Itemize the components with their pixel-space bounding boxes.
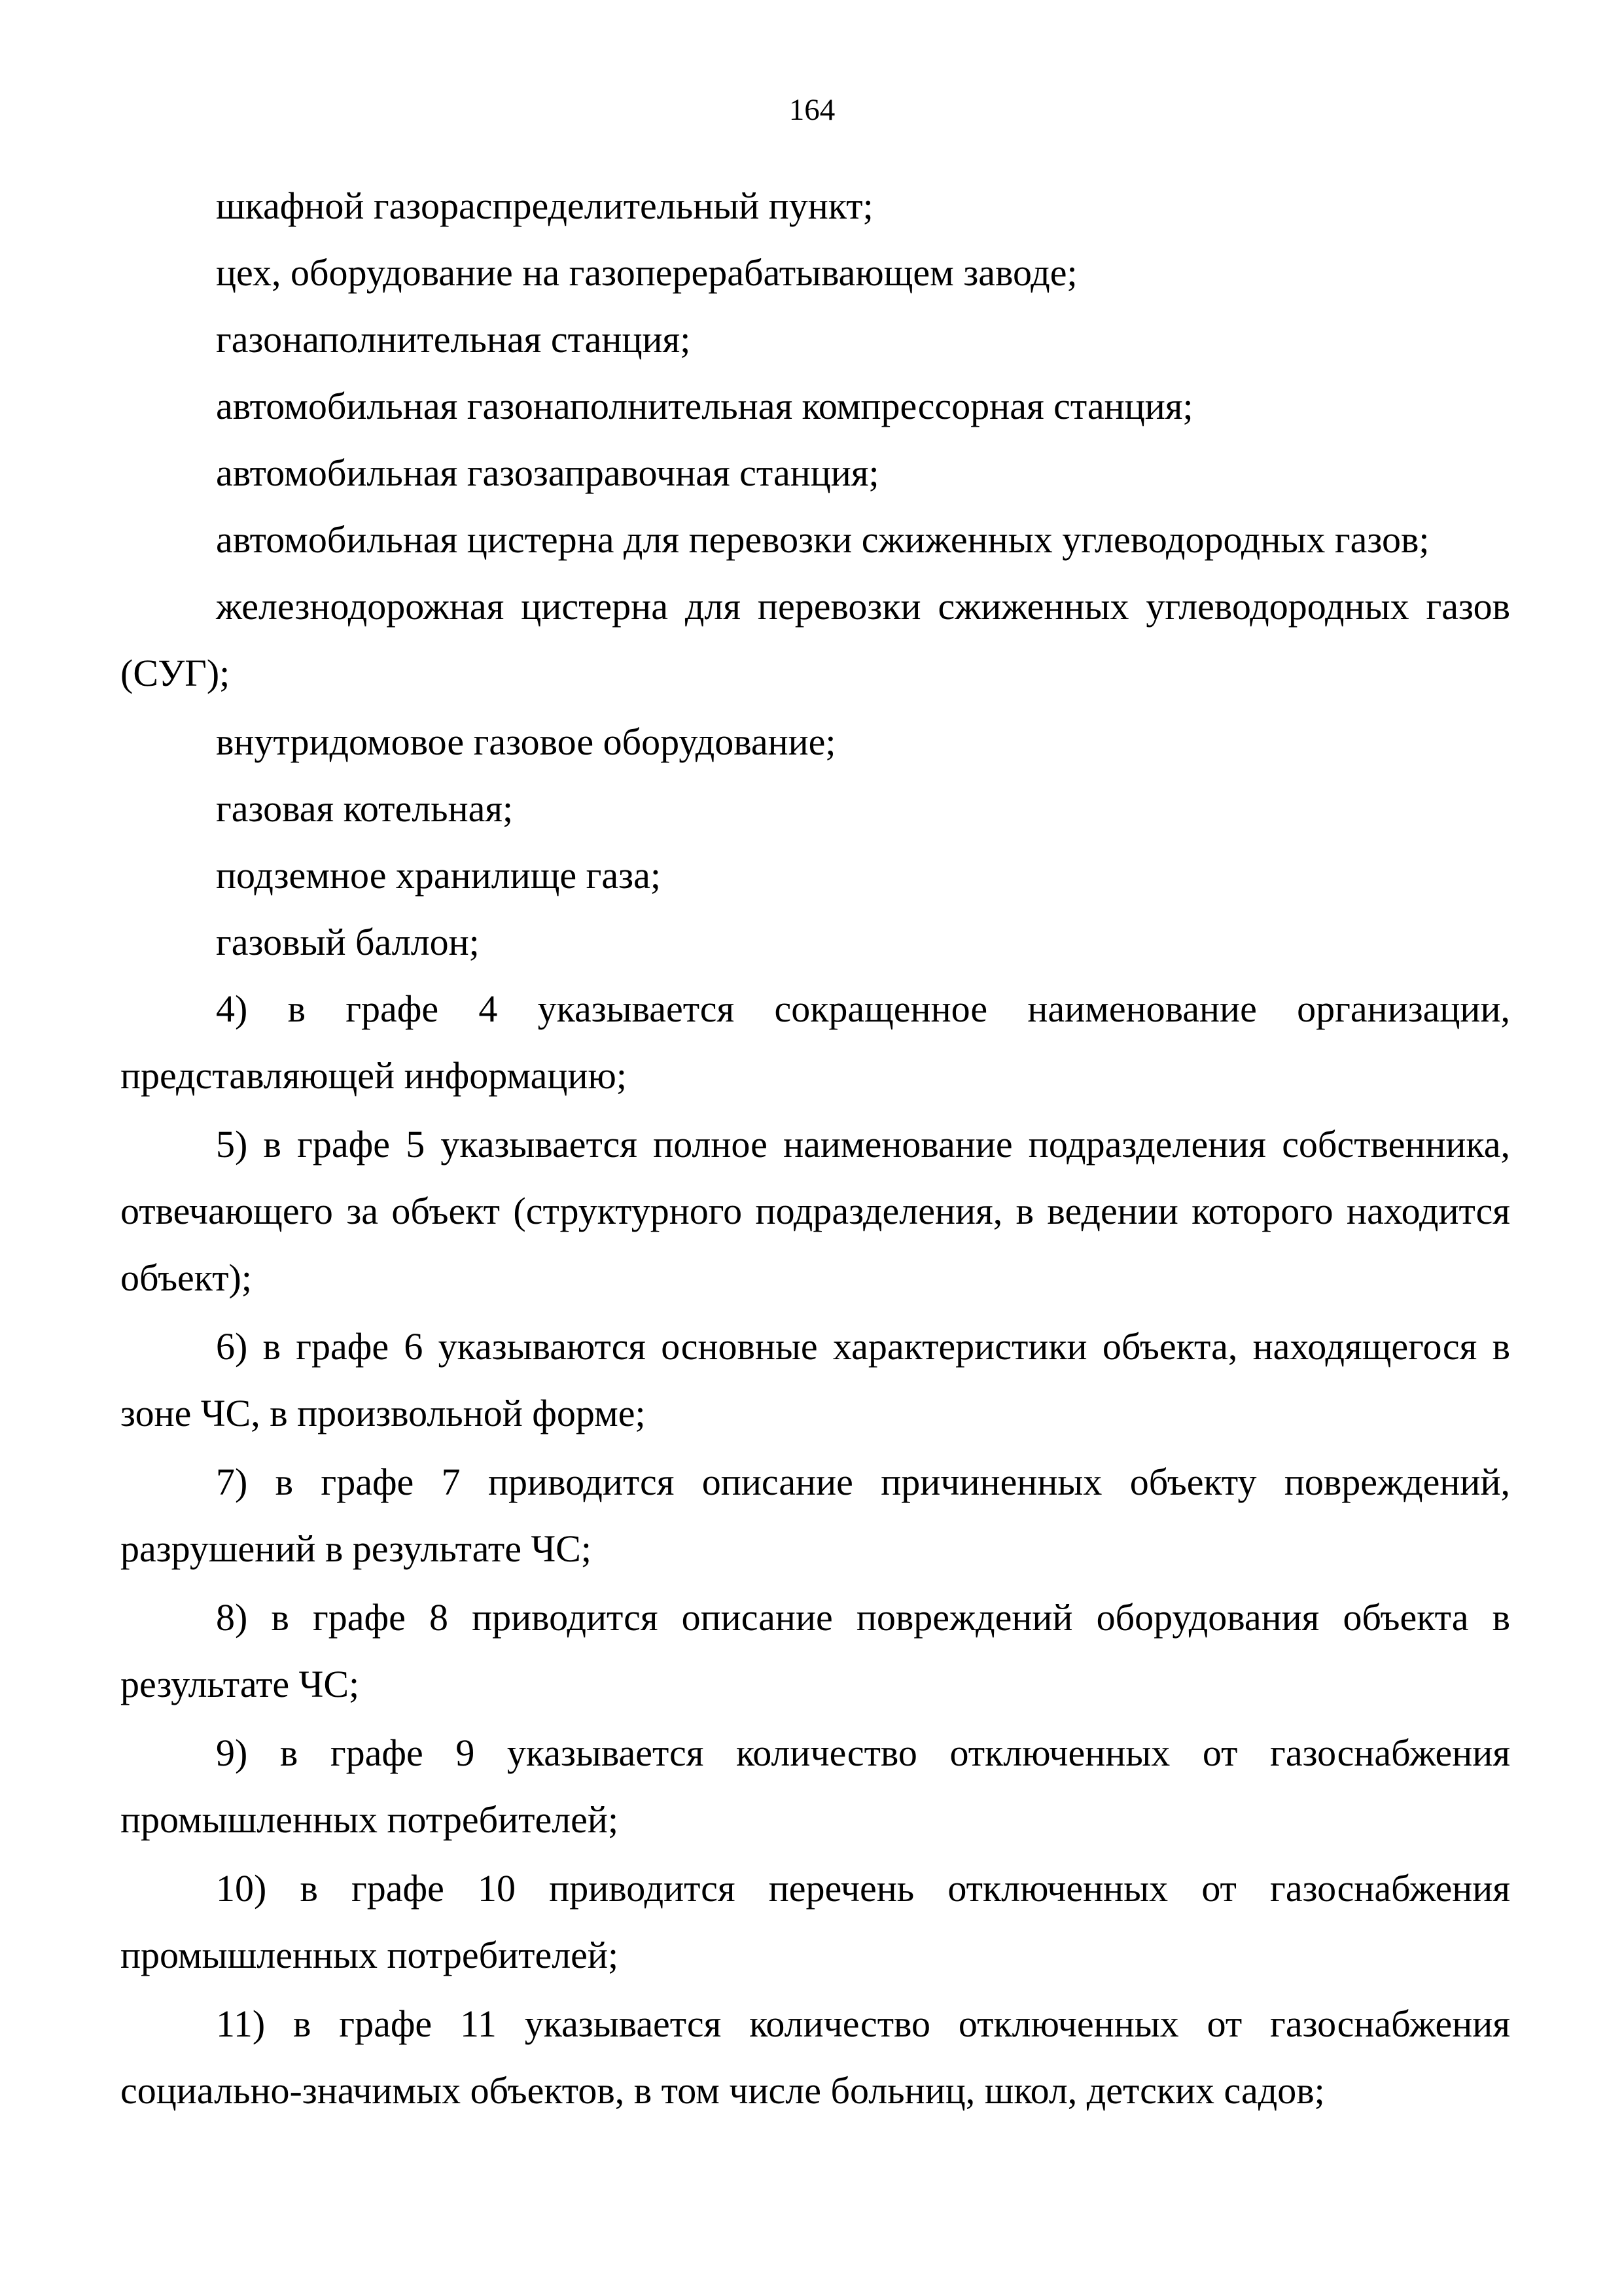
document-body <box>120 173 1510 2126</box>
list-item: автомобильная газонаполнительная компрессорная станция; <box>216 385 1193 427</box>
list-item: железнодорожная цистерна для перевозки сжиженных углеводородных газов (СУГ); <box>120 585 1510 694</box>
list-item: внутридомовое газовое оборудование; <box>216 721 836 763</box>
list-item: газовый баллон; <box>216 921 480 963</box>
list-item: подземное хранилище газа; <box>216 854 661 897</box>
paragraph-item-7: 7) в графе 7 приводится описание причиненных объекту повреждений, разрушений в результате ЧС; <box>120 1461 1510 1570</box>
paragraph-item-9: 9) в графе 9 указывается количество отключенных от газоснабжения промышленных потребителей; <box>120 1732 1510 1841</box>
paragraph-item-11: 11) в графе 11 указывается количество отключенных от газоснабжения социально-значимых объектов, в том числе больниц, школ, детских садов; <box>120 2002 1510 2112</box>
paragraph-item-5: 5) в графе 5 указывается полное наименование подразделения собственника, отвечающего за объект (структурного подразделения, в ведении которого находится объект); <box>120 1123 1510 1299</box>
list-item: автомобильная газозаправочная станция; <box>216 452 879 494</box>
list-item: цех, оборудование на газоперерабатывающем заводе; <box>216 251 1078 294</box>
list-item: шкафной газораспределительный пункт; <box>216 185 874 227</box>
paragraph-item-10: 10) в графе 10 приводится перечень отключенных от газоснабжения промышленных потребителей; <box>120 1867 1510 1976</box>
paragraph-item-6: 6) в графе 6 указываются основные характеристики объекта, находящегося в зоне ЧС, в произвольной форме; <box>120 1325 1510 1434</box>
list-item: автомобильная цистерна для перевозки сжиженных углеводородных газов; <box>216 518 1430 561</box>
paragraph-item-4: 4) в графе 4 указывается сокращенное наименование организации, представляющей информацию; <box>120 987 1510 1097</box>
list-item: газовая котельная; <box>216 787 514 830</box>
paragraph-item-8: 8) в графе 8 приводится описание повреждений оборудования объекта в результате ЧС; <box>120 1596 1510 1705</box>
list-item: газонаполнительная станция; <box>216 318 691 361</box>
page-number: 164 <box>788 93 836 127</box>
